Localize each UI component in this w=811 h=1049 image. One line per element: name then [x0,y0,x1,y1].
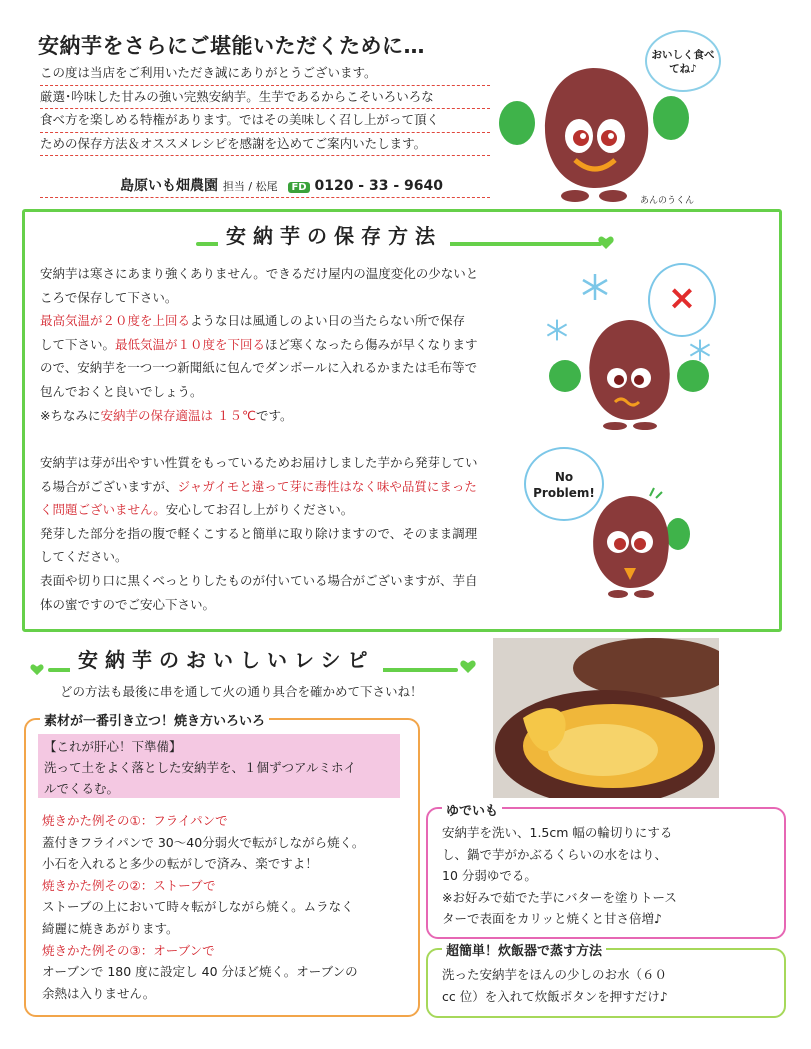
heart-icon [30,664,44,676]
mascot-hand-right-icon [653,96,689,140]
contact-person: 担当 / 松尾 [222,180,278,193]
storage-paragraph-1: 安納芋は寒さにあまり強くありません。できるだけ屋内の温度変化の少ないと ころで保存して下さい。 最高気温が２０度を上回るような日は風通しのよい日の当たらない所で保存 して下さい。最低気温が１０度を下回るほど寒くなったら傷みが早くなります ので、安納芋を一つ一つ新聞紙に包んでダンボールに入れるかまたは毛布等で 包んでおくと良いでしょう。 ※ちなみに安納芋の保存適温は １５℃です。 [40,266,479,423]
farm-name: 島原いも畑農園 [120,178,218,194]
recipe-subtitle: どの方法も最後に串を通して火の通り具合を確かめて下さいね！ [60,684,423,699]
heart-icon [460,660,476,674]
heart-icon [598,236,614,250]
intro-text [40,62,490,156]
prep-box: 【これが肝心！下準備】 洗って土をよく落とした安納芋を、１個ずつアルミホイ ルでくるむ。 [38,734,400,798]
no-bubble: × [648,263,716,337]
cold-potato-mascot-icon [543,312,713,430]
intro-line: 食べ方を楽しめる特権があります。ではその美味しく召し上がって頂く [40,109,490,133]
freedial-icon: FD [288,182,309,193]
divider [40,197,490,198]
no-problem-bubble: No Problem! [524,447,604,521]
baking-header: 素材が一番引き立つ！焼き方いろいろ [40,710,269,729]
phone-number[interactable]: 0120 - 33 - 9640 [314,178,443,194]
intro-line: ための保存方法＆オススメレシピを感謝を込めてご案内いたします。 [40,133,490,157]
storage-paragraph-2: 安納芋は芽が出やすい性質をもっているためお届けしました芋から発芽してい る場合がございますが、ジャガイモと違って芽に毒性はなく味や品質にまった く問題ございません。安心してお召し上がりください。 発芽した部分を指の腹で軽くこすると簡単に取り除けますので、そのまま調理 してください。 表面や切り口に黒くべっとりしたものが付いている場合がございますが、芋自 体の蜜ですのでご安心下さい。 [40,455,478,612]
rice-cooker-text: 洗った安納芋をほんの少しのお水（６０ cc 位）を入れて炊飯ボタンを押すだけ♪ [442,967,668,1004]
mascot-name: あんのうくん [640,196,695,206]
speech-bubble: おいしく食べてね♪ [645,30,721,92]
mascot-hand-left-icon [499,101,535,145]
baking-methods: 焼きかた例その①：フライパンで 蓋付きフライパンで 30〜40分弱火で転がしながら焼く。 小石を入れると多少の転がしで済み、楽ですよ！ 焼きかた例その②：ストーブで ストーブの上において時々転がしながら焼く。ムラなく 綺麗に焼きあがります。 焼きかた例その③：オーブンで オーブンで 180 度に設定し 40 分ほど焼く。オーブンの 余熱は入りません。 [42,813,365,1001]
snowflake-icon [580,272,610,302]
ok-potato-mascot-icon [566,484,696,598]
potato-mascot-icon [495,38,715,206]
rice-cooker-header: 超簡単！炊飯器で蒸す方法 [442,940,606,959]
intro-line: 厳選･吟味した甘みの強い完熟安納芋。生芋であるからこそいろいろな [40,86,490,110]
baked-potato-photo [493,638,719,798]
intro-line: この度は当店をご利用いただき誠にありがとうございます。 [40,62,490,86]
boiled-text: 安納芋を洗い、1.5cm 幅の輪切りにする し、鍋で芋がかぶるくらいの水をはり、 10 分弱ゆでる。 ※お好みで茹でた芋にバターを塗りトース ターで表面をカリッと焼くと甘さ倍増♪ [442,825,677,926]
page-title: 安納芋をさらにご堪能いただくために… [38,34,425,58]
recipe-title: 安納芋のおいしいレシピ [70,644,383,673]
storage-title: 安納芋の保存方法 [218,220,450,249]
boiled-header: ゆでいも [442,800,502,819]
farm-signature [120,175,443,195]
